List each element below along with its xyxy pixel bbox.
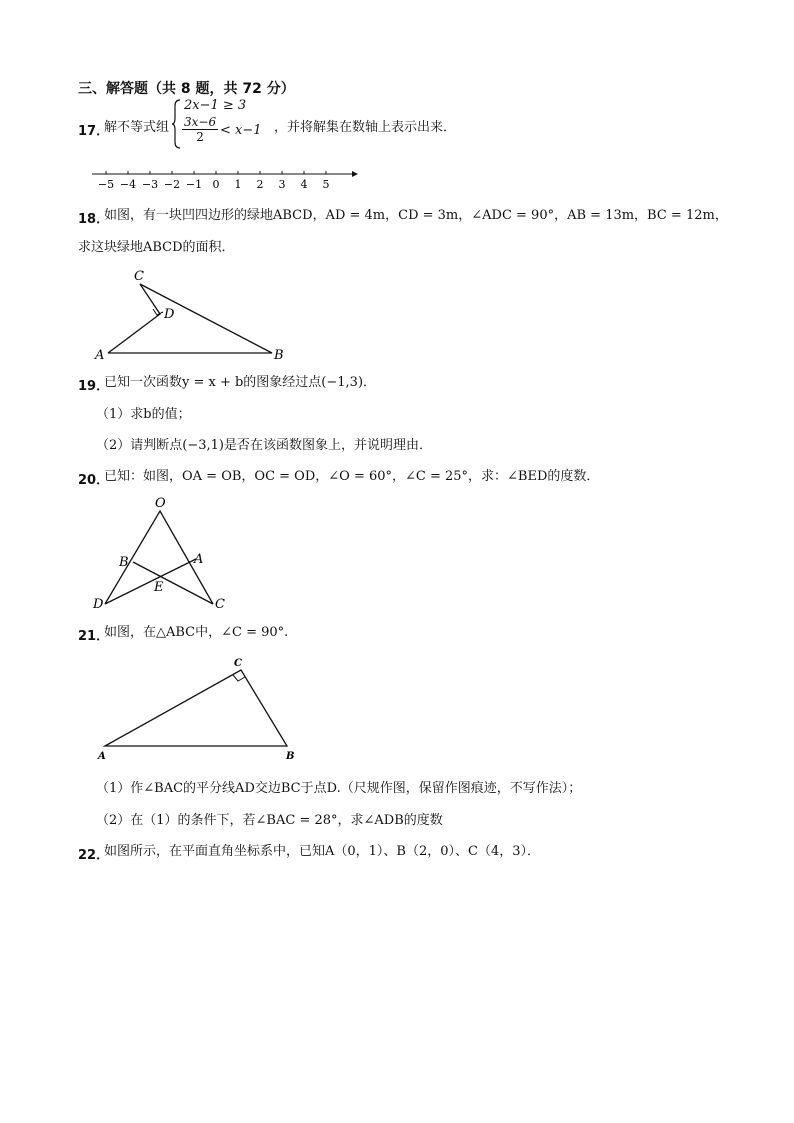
vertex-label-e: E [154, 580, 164, 595]
vertex-label-c: C [134, 269, 144, 284]
question-number: 17． [78, 124, 110, 139]
fraction-numerator: 3x−6 [184, 115, 217, 129]
question-text-line1: 如图，有一块凹四边形的绿地ABCD，AD = 4m，CD = 3m，∠ADC = 90°，AB = 13m，BC = 12m， [104, 208, 728, 223]
figure-quadrilateral [90, 262, 300, 362]
number-line-tick-label: −1 [185, 178, 203, 191]
number-line-tick-label: −4 [119, 178, 137, 191]
number-line-tick-label: −3 [141, 178, 159, 191]
question-part-2: （2）请判断点(−3,1)是否在该函数图象上，并说明理由． [96, 438, 432, 453]
number-line-tick-label: 4 [300, 178, 308, 191]
question-stem: 已知：如图，OA = OB，OC = OD，∠O = 60°，∠C = 25°，求：∠BED的度数． [104, 469, 600, 484]
vertex-label-c: C [234, 658, 242, 669]
inequality-2-rest: < x−1 [220, 123, 262, 138]
fraction-denominator: 2 [196, 130, 204, 144]
number-line-tick-label: −2 [163, 178, 181, 191]
vertex-label-a: A [98, 751, 106, 762]
vertex-label-o: O [155, 496, 166, 511]
question-number: 22． [78, 848, 110, 863]
question-stem: 如图，在△ABC中，∠C = 90°. [104, 625, 289, 640]
question-stem: 已知一次函数y = x + b的图象经过点(−1,3)． [104, 375, 377, 390]
arrow-right-icon [352, 171, 358, 177]
triangle-outline [105, 670, 287, 746]
right-angle-marker [233, 675, 245, 681]
fraction [182, 115, 218, 144]
figure-right-triangle [90, 652, 310, 764]
vertex-label-d: D [164, 307, 175, 322]
inequality-1: 2x−1 ≥ 3 [184, 98, 247, 113]
figure-crossing-triangles [90, 494, 240, 614]
number-line-tick-label: 1 [234, 178, 242, 191]
vertex-label-b: B [274, 348, 284, 362]
question-part-1: （1）求b的值； [96, 407, 191, 422]
question-prefix: 解不等式组 [104, 120, 170, 135]
question-part-1: （1）作∠BAC的平分线AD交边BC于点D.（尺规作图，保留作图痕迹，不写作法）； [96, 781, 582, 796]
section-title: 三、解答题（共 8 题，共 72 分） [78, 81, 295, 97]
question-number: 20． [78, 473, 110, 488]
vertex-label-d: D [93, 597, 104, 612]
number-line-tick-label: 2 [256, 178, 264, 191]
vertex-label-a: A [95, 348, 105, 362]
question-suffix: ，并将解集在数轴上表示出来． [274, 120, 457, 135]
number-line-tick-label: 0 [212, 178, 220, 191]
question-number: 21． [78, 629, 110, 644]
system-brace [172, 98, 182, 150]
number-line [90, 162, 370, 196]
number-line-tick-label: 5 [322, 178, 330, 191]
quadrilateral-outline [108, 284, 272, 353]
number-line-tick-label: 3 [278, 178, 286, 191]
question-number: 19． [78, 379, 110, 394]
question-stem: 如图所示，在平面直角坐标系中，已知A（0，1）、B（2，0）、C（4，3）． [104, 844, 541, 859]
vertex-label-b: B [119, 555, 129, 570]
vertex-label-c: C [215, 597, 225, 612]
question-part-2: （2）在（1）的条件下，若∠BAC = 28°，求∠ADB的度数 [96, 813, 443, 828]
number-line-tick-label: −5 [97, 178, 115, 191]
question-text-line2: 求这块绿地ABCD的面积． [78, 240, 235, 255]
vertex-label-b: B [286, 751, 295, 762]
vertex-label-a: A [194, 552, 204, 567]
question-number: 18． [78, 212, 110, 227]
